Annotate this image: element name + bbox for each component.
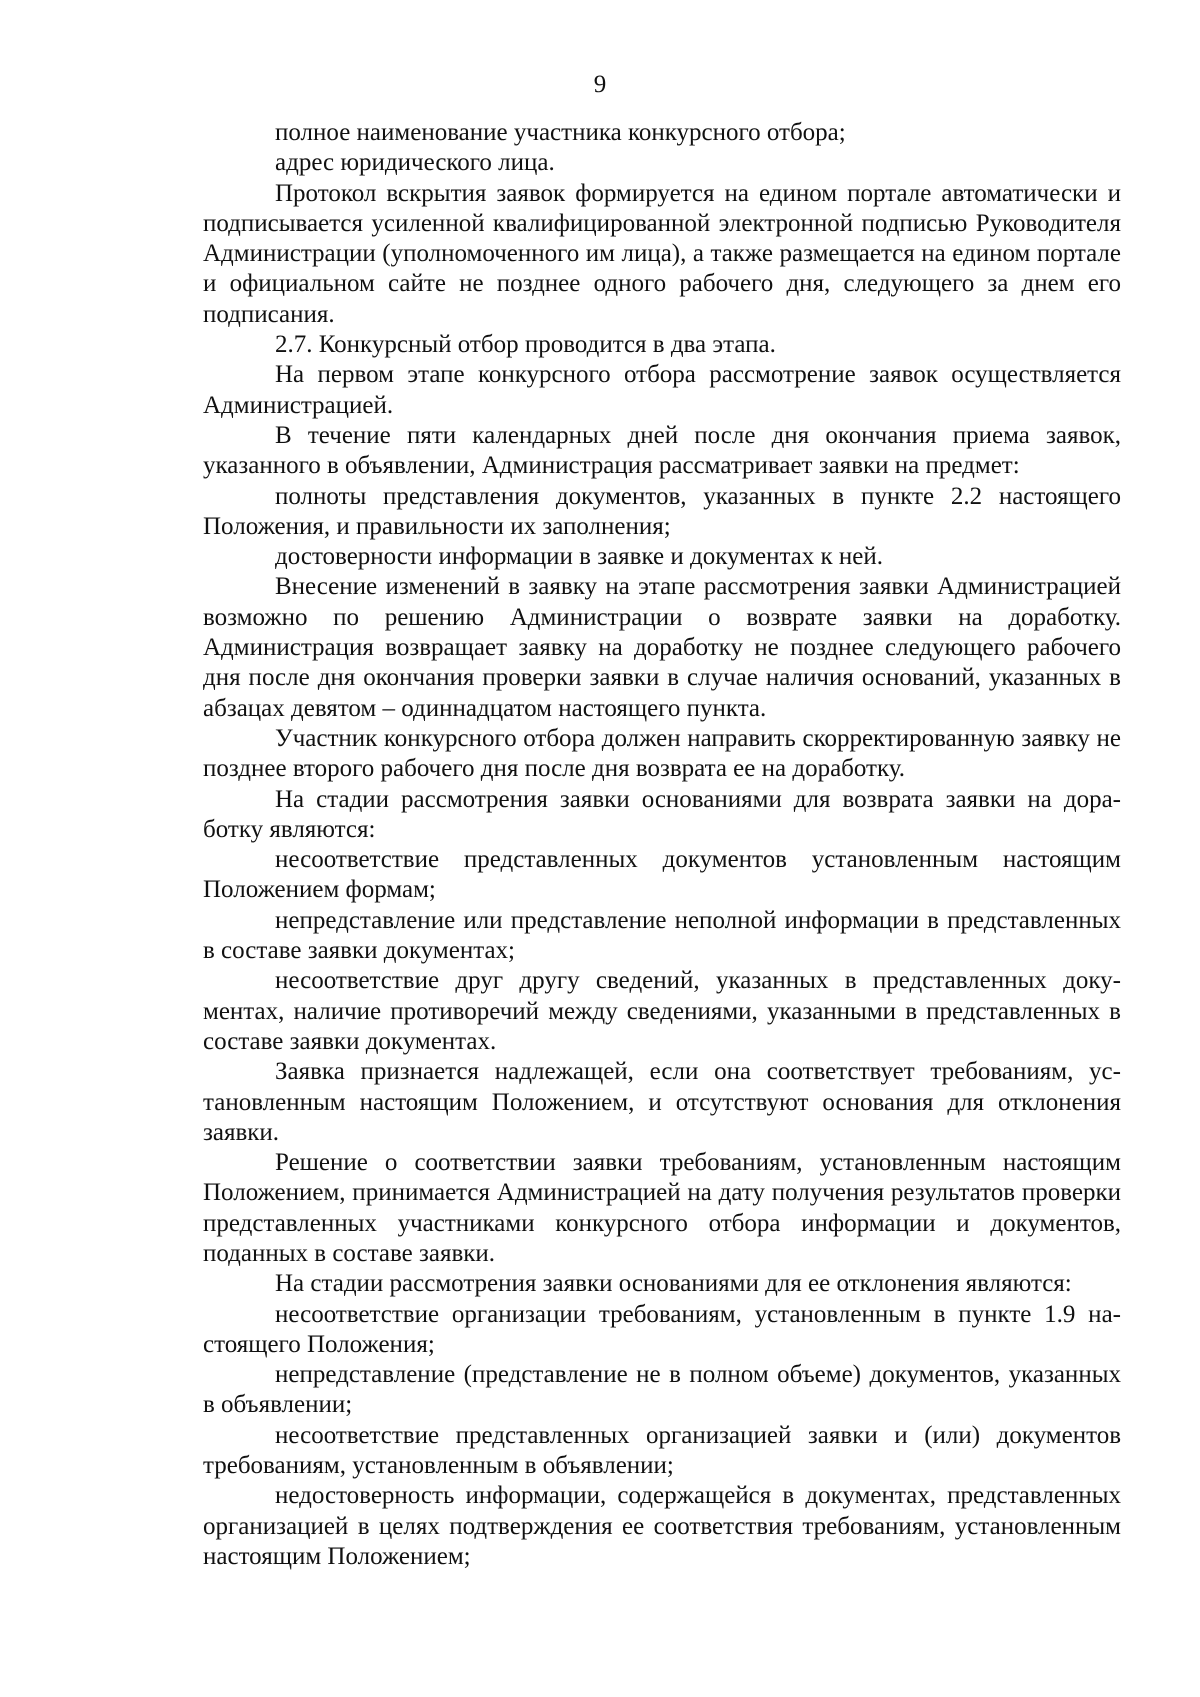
paragraph: Участник конкурсного отбора должен направить скорректированную заявку не позднее второго рабочего дня после дня возврата ее на доработку.	[203, 724, 1121, 783]
paragraph: полноты представления документов, указанных в пункте 2.2 настоящего Положения, и правильности их заполнения;	[203, 482, 1121, 540]
paragraph: Внесение изменений в заявку на этапе рассмотрения заявки Администрацией возможно по решению Администрации о возврате заявки на доработку. Администрация возвращает заявку на доработку не позднее следующего рабочего дня после дня окончания проверки заявки в случае наличия оснований, указанных в абзацах девятом – одиннадцатом настоящего пункта.	[203, 573, 1121, 722]
paragraph: несоответствие организации требованиям, установленным в пункте 1.9 настоящего Положения;	[203, 1300, 1121, 1358]
document-body	[203, 118, 1121, 1572]
paragraph: адрес юридического лица.	[275, 149, 555, 177]
paragraph: Протокол вскрытия заявок формируется на едином портале автоматически и подписывается усиленной квалифицированной электронной подписью Руководителя Администрации (уполномоченного им лица), а также размещается на едином портале и официальном сайте не позднее одного рабочего дня, следующего за днем его подписания.	[203, 179, 1121, 328]
paragraph: Заявка признается надлежащей, если она соответствует требованиям, установленным настоящим Положением, и отсутствуют основания для отклонения заявки.	[203, 1058, 1121, 1146]
page-number: 9	[593, 71, 607, 98]
paragraph: несоответствие представленных документов установленным настоящим Положением формам;	[203, 846, 1121, 904]
paragraph: На стадии рассмотрения заявки основаниями для ее отклонения являются:	[275, 1270, 1072, 1298]
paragraph: непредставление или представление неполной информации в представленных в составе заявки документах;	[203, 906, 1121, 965]
paragraph: 2.7. Конкурсный отбор проводится в два этапа.	[275, 331, 776, 359]
paragraph: На стадии рассмотрения заявки основаниями для возврата заявки на доработку являются:	[203, 785, 1121, 843]
paragraph: достоверности информации в заявке и документах к ней.	[275, 543, 884, 571]
paragraph: На первом этапе конкурсного отбора рассмотрение заявок осуществляется Администрацией.	[203, 361, 1121, 419]
paragraph: полное наименование участника конкурсного отбора;	[275, 119, 846, 146]
paragraph: несоответствие друг другу сведений, указанных в представленных документах, наличие противоречий между сведениями, указанными в представленных в составе заявки документах.	[203, 967, 1121, 1055]
paragraph: несоответствие представленных организацией заявки и (или) документов требованиям, установленным в объявлении;	[203, 1421, 1121, 1480]
paragraph: В течение пяти календарных дней после дня окончания приема заявок, указанного в объявлении, Администрация рассматривает заявки на предмет:	[203, 421, 1121, 480]
paragraph: Решение о соответствии заявки требованиям, установленным настоящим Положением, принимается Администрацией на дату получения результатов проверки представленных участниками конкурсного отбора информации и документов, поданных в составе заявки.	[203, 1149, 1121, 1267]
paragraph: непредставление (представление не в полном объеме) документов, указанных в объявлении;	[203, 1361, 1121, 1419]
paragraph: недостоверность информации, содержащейся в документах, представленных организацией в целях подтверждения ее соответствия требованиям, установленным настоящим Положением;	[203, 1482, 1121, 1570]
